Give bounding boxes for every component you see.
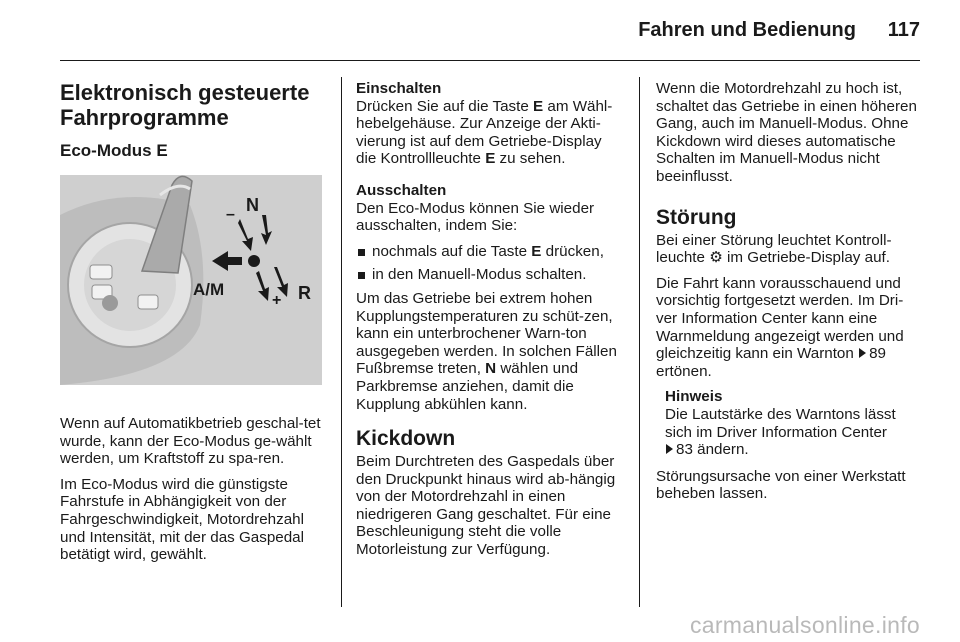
text-segment: wählen und Parkbremse anziehen, damit die Kupplung abkühlen kann.: [356, 360, 579, 413]
subsection-title: Eco-Modus E: [60, 141, 168, 160]
heading-hinweis: Hinweis: [665, 388, 723, 406]
list-item: in den Manuell-Modus schalten.: [356, 266, 624, 284]
text-segment: Um das Getriebe bei extrem hohen Kupplungstemperaturen zu schüt-zen, kann ein unterbrochener Warn-ton ausgegeben werden. In solchen Fällen Fußbremse treten,: [356, 289, 617, 378]
paragraph-workshop: Störungsursache von einer Werkstatt beheben lassen.: [656, 467, 906, 503]
page-reference: 83: [676, 441, 693, 459]
page-reference-arrow-icon: [666, 444, 673, 454]
key-label: E: [531, 242, 542, 260]
figure-label-minus: –: [226, 206, 235, 223]
key-label: N: [485, 360, 497, 378]
text-segment: ertönen.: [656, 362, 712, 380]
figure-label-r: R: [298, 283, 311, 303]
paragraph-continue-driving: [656, 275, 922, 381]
text-segment: Bei einer Störung leuchtet Kontroll-leuchte: [656, 231, 892, 267]
key-label: E: [533, 97, 544, 115]
heading-ausschalten: Ausschalten: [356, 181, 447, 199]
key-label: E: [485, 150, 496, 168]
text-segment: zu sehen.: [495, 150, 566, 168]
figure-label-plus: +: [272, 292, 282, 309]
text-segment: drücken,: [541, 242, 604, 260]
paragraph-stoerung: [656, 232, 922, 267]
text-segment: ändern.: [692, 441, 749, 459]
column-1: [60, 80, 328, 572]
column-2: [356, 80, 624, 567]
gear-warning-icon: ⚙: [709, 249, 723, 267]
paragraph-kickdown: Beim Durchtreten des Gaspedals über den Druckpunkt hinaus wird ab-hängig von der Motordrehzahl in einen niedrigeren Gang geschaltet. Für eine Beschleunigung steht die volle Motorleistung zur Verfügung.: [356, 453, 616, 559]
hinweis-text: [665, 406, 922, 459]
paragraph-eco-mode: Im Eco-Modus wird die günstigste Fahrstufe in Abhängigkeit von der Fahrgeschwindigkeit, Motordrehzahl und Intensität, mit der das Gaspedal betätigt wird, gewählt.: [60, 475, 304, 564]
gear-selector-figure: [60, 175, 322, 385]
paragraph-ausschalten: Den Eco-Modus können Sie wieder ausschalten, indem Sie:: [356, 199, 595, 235]
page-header-title: Fahren und Bedienung: [638, 19, 856, 41]
heading-stoerung: Störung: [656, 205, 737, 229]
column-3: [656, 80, 922, 511]
text-segment: Drücken Sie auf die Taste: [356, 97, 534, 115]
text-segment: Die Fahrt kann vorausschauend und vorsichtig fortgesetzt werden. Im Dri-ver Information Center kann eine Warnmeldung angezeigt werden und gleichzeitig kann ein Warnton: [656, 274, 904, 363]
paragraph-high-rpm: Wenn die Motordrehzahl zu hoch ist, schaltet das Getriebe in einen höheren Gang, auch im Manuell-Modus. Ohne Kickdown wird dieses automatische Schalten im Manuell-Modus nicht beeinflusst.: [656, 80, 917, 185]
text-segment: im Getriebe-Display auf.: [722, 249, 890, 267]
text-segment: nochmals auf die Taste: [372, 242, 532, 260]
figure-label-n: N: [246, 195, 259, 215]
column-divider-right: [639, 77, 640, 607]
page-number: 117: [887, 19, 920, 41]
paragraph-einschalten: [356, 98, 624, 168]
heading-einschalten: Einschalten: [356, 80, 442, 97]
paragraph-automatic-mode: Wenn auf Automatikbetrieb geschal-tet wurde, kann der Eco-Modus ge-wählt werden, um Kraftstoff zu spa-ren.: [60, 415, 321, 468]
section-title: Elektronisch gesteuerte Fahrprogramme: [60, 80, 310, 130]
watermark: carmanualsonline.info: [689, 612, 920, 638]
paragraph-clutch-temperature: [356, 290, 624, 413]
text-segment: am Wähl-hebelgehäuse. Zur Anzeige der Akti-vierung ist auf dem Getriebe-Display die Kontrollleuchte: [356, 97, 613, 168]
text-segment: Die Lautstärke des Warntons lässt sich im Driver Information Center: [665, 405, 896, 441]
page-reference: 89: [869, 345, 886, 363]
column-divider-left: [341, 77, 342, 607]
hinweis-note: [656, 388, 922, 458]
header-rule: [60, 60, 920, 61]
page-reference-arrow-icon: [859, 348, 866, 358]
list-item: [356, 243, 624, 261]
heading-kickdown: Kickdown: [356, 427, 456, 451]
figure-label-am: A/M: [193, 280, 225, 299]
